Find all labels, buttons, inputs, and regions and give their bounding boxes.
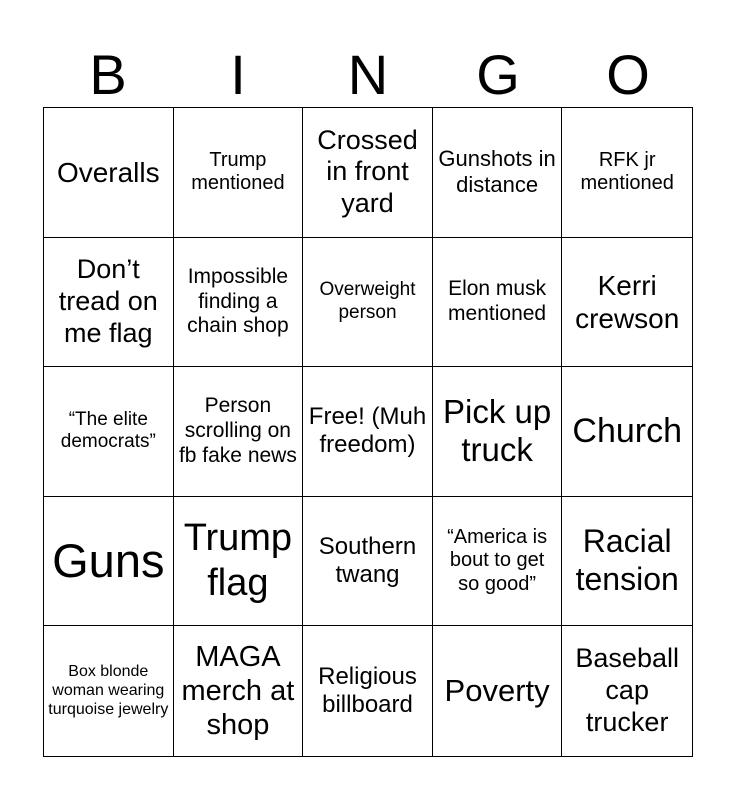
bingo-cell[interactable] <box>303 108 433 238</box>
cell-text: Impossible finding a chain shop <box>187 264 289 338</box>
bingo-cell[interactable] <box>433 238 563 368</box>
header-letter-g: G <box>476 43 520 106</box>
bingo-cell[interactable] <box>44 238 174 368</box>
cell-text: Church <box>572 412 682 451</box>
bingo-cell[interactable] <box>174 497 304 627</box>
bingo-cell[interactable] <box>433 497 563 627</box>
header-letter-i: I <box>230 43 246 106</box>
cell-text: Box blonde woman wearing turquoise jewelry <box>48 662 169 718</box>
bingo-cell[interactable] <box>562 367 692 497</box>
cell-text: Free! (Muh freedom) <box>308 403 427 459</box>
bingo-cell[interactable] <box>562 238 692 368</box>
cell-text: Pick up truck <box>442 392 552 469</box>
bingo-cell[interactable] <box>44 626 174 756</box>
cell-text: RFK jr mentioned <box>580 148 674 195</box>
cell-text: Elon musk mentioned <box>448 277 547 325</box>
cell-text: Person scrolling on fb fake news <box>178 394 297 467</box>
bingo-cell[interactable] <box>303 367 433 497</box>
bingo-cell[interactable] <box>174 108 304 238</box>
cell-text: Crossed in front yard <box>317 124 418 219</box>
bingo-cell[interactable] <box>44 497 174 627</box>
cell-text: Poverty <box>444 672 550 708</box>
bingo-cell[interactable] <box>174 367 304 497</box>
cell-text: Overweight person <box>319 279 416 323</box>
cell-text: “The elite democrats” <box>60 409 156 453</box>
cell-text: Religious billboard <box>318 662 417 719</box>
cell-text: MAGA merch at shop <box>181 640 295 742</box>
bingo-cell[interactable] <box>562 497 692 627</box>
bingo-cell[interactable] <box>44 108 174 238</box>
cell-text: Trump mentioned <box>191 148 285 195</box>
bingo-cell[interactable] <box>303 238 433 368</box>
bingo-cell[interactable] <box>433 108 563 238</box>
header-letter-b: B <box>89 43 127 106</box>
bingo-cell[interactable] <box>562 626 692 756</box>
bingo-cell[interactable] <box>433 626 563 756</box>
cell-text: Racial tension <box>575 523 679 598</box>
bingo-cell[interactable] <box>174 626 304 756</box>
bingo-cell[interactable] <box>303 497 433 627</box>
cell-text: Overalls <box>56 156 160 188</box>
bingo-cell[interactable] <box>174 238 304 368</box>
cell-text: Guns <box>52 534 165 588</box>
cell-text: Gunshots in distance <box>438 146 556 198</box>
cell-text: Trump flag <box>183 517 293 605</box>
cell-text: Kerri crewson <box>575 269 680 334</box>
cell-text: Baseball cap trucker <box>575 643 679 738</box>
bingo-cell[interactable] <box>433 367 563 497</box>
bingo-header <box>43 44 693 106</box>
bingo-cell[interactable] <box>44 367 174 497</box>
header-letter-o: O <box>606 43 650 106</box>
cell-text: “America is bout to get so good” <box>447 525 548 595</box>
header-letter-n: N <box>347 43 389 106</box>
cell-text: Southern twang <box>318 532 417 589</box>
bingo-cell[interactable] <box>562 108 692 238</box>
bingo-cell[interactable] <box>303 626 433 756</box>
bingo-card-grid <box>43 107 693 757</box>
cell-text: Don’t tread on me flag <box>58 254 158 348</box>
